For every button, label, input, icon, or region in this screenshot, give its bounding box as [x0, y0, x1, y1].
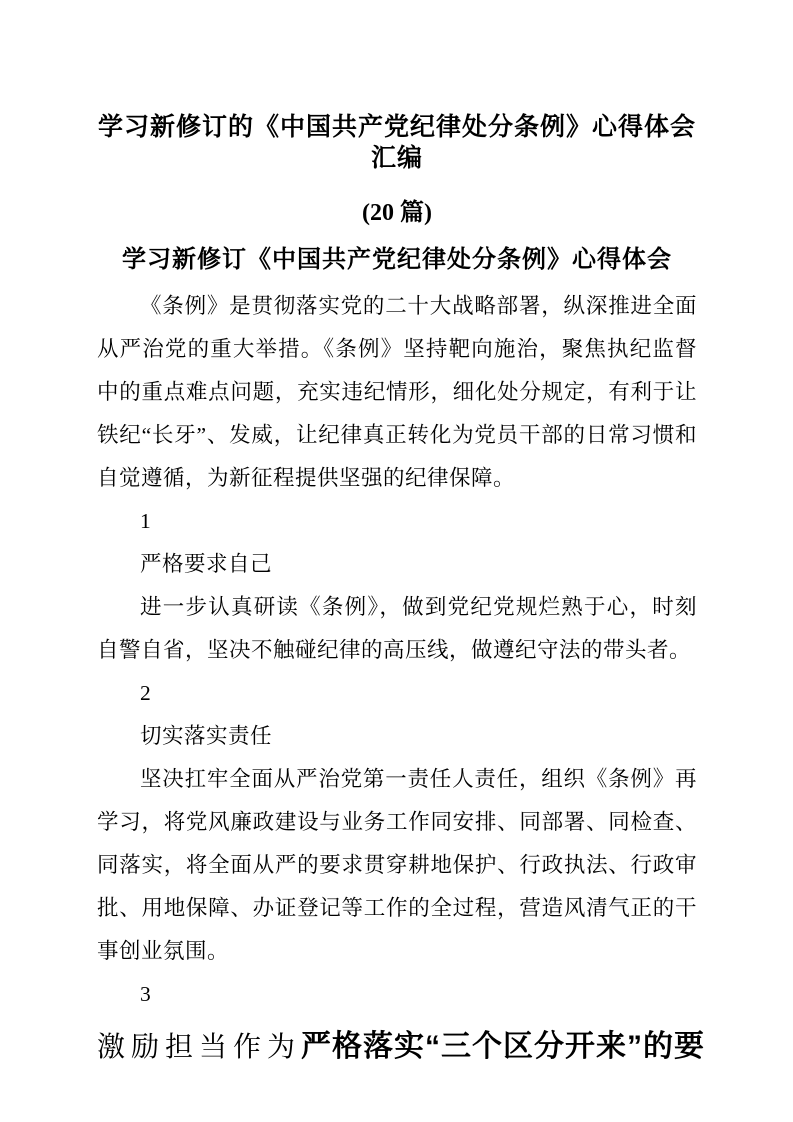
section-1-heading: 严格要求自己 [140, 552, 273, 576]
section-2-body: 坚决扛牢全面从严治党第一责任人责任，组织《条例》再学习，将党风廉政建设与业务工作同安排、同部署、同检查、同落实，将全面从严的要求贯穿耕地保护、行政执法、行政审批、用地保障、办证登记等工作的全过程，营造风清气正的干事创业氛围。 [97, 767, 697, 963]
section-2-heading: 切实落实责任 [140, 724, 273, 748]
section-2-number: 2 [140, 681, 152, 705]
section-1-number: 1 [140, 509, 152, 533]
intro-paragraph: 《条例》是贯彻落实党的二十大战略部署，纵深推进全面从严治党的重大举措。《条例》坚持靶向施治，聚焦执纪监督中的重点难点问题，充实违纪情形，细化处分规定，有利于让铁纪“长牙”、发威，让纪律真正转化为党员干部的日常习惯和自觉遵循，为新征程提供坚强的纪律保障。 [97, 294, 697, 490]
document-title: 学习新修订的《中国共产党纪律处分条例》心得体会汇编 [97, 114, 696, 172]
section-3-heading-regular: 激励担当作为 [97, 1032, 302, 1063]
section-3-heading-emphasis: 严格落实“三个区分开来”的要 [301, 1030, 706, 1063]
article-title: 学习新修订《中国共产党纪律处分条例》心得体会 [122, 247, 672, 273]
document-count: (20 篇) [362, 200, 432, 226]
section-3-number: 3 [140, 982, 152, 1006]
section-3-heading-line [97, 1018, 706, 1081]
section-1-body: 进一步认真研读《条例》，做到党纪党规烂熟于心，时刻自警自省，坚决不触碰纪律的高压线，做遵纪守法的带头者。 [97, 595, 697, 662]
